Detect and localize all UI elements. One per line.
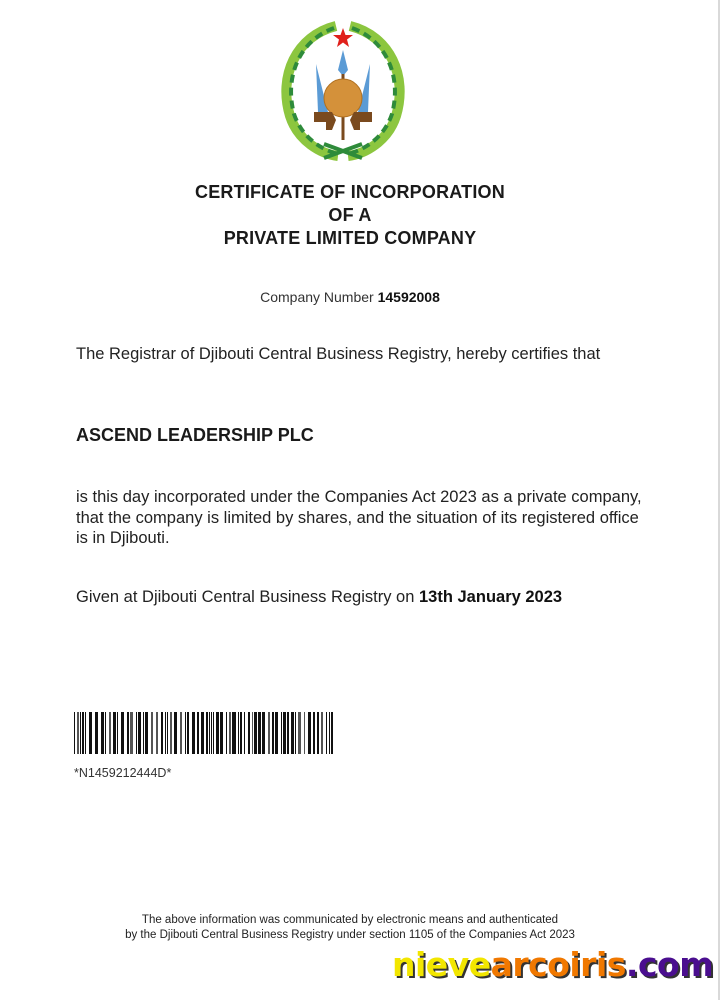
given-date: 13th January 2023 xyxy=(419,588,563,606)
barcode xyxy=(74,712,336,754)
title-line-2: OF A xyxy=(328,205,372,225)
company-name: ASCEND LEADERSHIP PLC xyxy=(76,425,314,445)
watermark-part: arcoiris xyxy=(490,945,626,984)
footer-line-2: by the Djibouti Central Business Registry under section 1105 of the Companies Act 2023 xyxy=(125,929,575,941)
watermark-part: nieve xyxy=(392,945,491,984)
company-number-value: 14592008 xyxy=(377,289,440,305)
footer-line-1: The above information was communicated by electronic means and authenticated xyxy=(141,914,559,926)
certificate-title xyxy=(0,181,700,250)
given-at-text: Given at Djibouti Central Business Registry on xyxy=(76,588,415,606)
watermark-part: .com xyxy=(625,945,714,984)
certify-text: The Registrar of Djibouti Central Business Registry, hereby certifies that xyxy=(76,345,601,363)
incorporation-text: is this day incorporated under the Companies Act 2023 as a private company, that the company is limited by shares, and the situation of its registered office is in Djibouti. xyxy=(76,488,642,547)
company-number-line xyxy=(0,289,700,305)
title-line-3: PRIVATE LIMITED COMPANY xyxy=(223,228,477,248)
watermark xyxy=(392,945,713,984)
coat-of-arms-icon xyxy=(276,16,410,162)
company-number-label: Company Number xyxy=(260,289,374,305)
given-at-line xyxy=(76,587,636,608)
barcode-text: *N1459212444D* xyxy=(74,766,172,780)
authentication-footer xyxy=(0,913,700,943)
title-line-1: CERTIFICATE OF INCORPORATION xyxy=(195,182,505,202)
